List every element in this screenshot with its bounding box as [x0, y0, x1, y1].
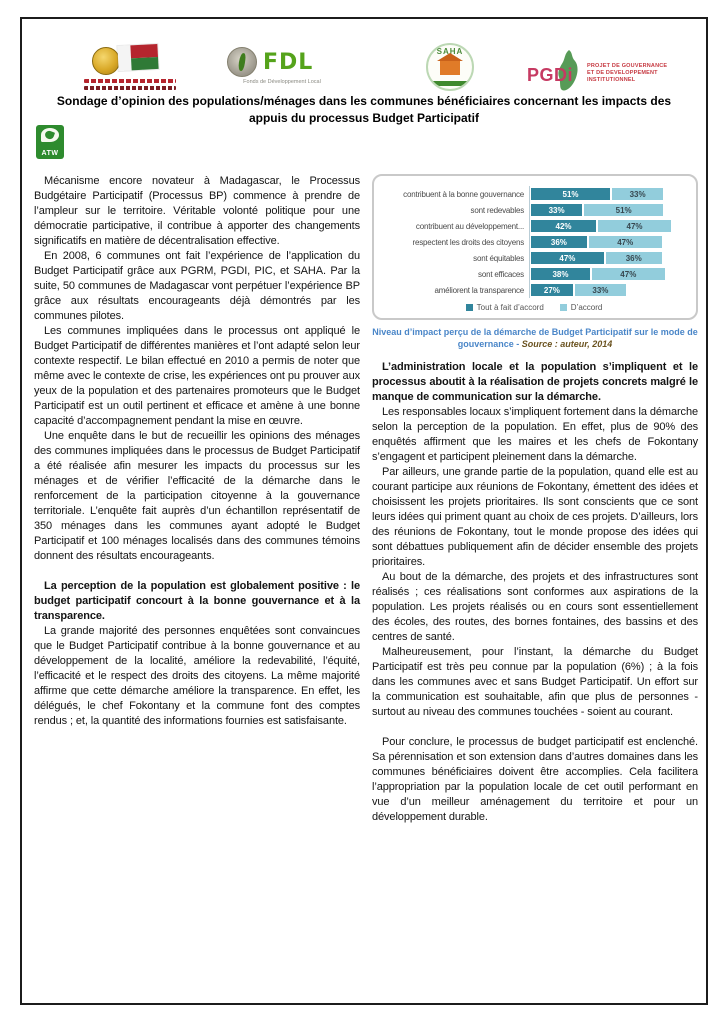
page-title: Sondage d’opinion des populations/ménages dans les communes bénéficiaires concernant les impacts des appuis du processus Budget Participatif — [56, 94, 672, 125]
fdl-logo-caption: Fonds de Développement Local — [243, 79, 321, 85]
saha-logo-text: SAHA — [436, 47, 464, 56]
chart-caption — [372, 326, 698, 350]
madagascar-flag-icon — [117, 44, 158, 71]
chart-bar-segment: 47% — [589, 236, 662, 248]
ministry-caption-line — [84, 79, 176, 83]
legend-item — [560, 303, 603, 312]
saha-banner — [428, 81, 472, 86]
legend-item — [466, 303, 544, 312]
chart-bar-group — [529, 202, 663, 218]
chart-bar-segment: 33% — [612, 188, 663, 200]
chart-bar-segment: 38% — [531, 268, 590, 280]
ministry-seal-icon — [92, 47, 120, 75]
chart-rows — [378, 186, 690, 298]
chart-row — [378, 282, 690, 298]
chart-bar-segment: 47% — [531, 252, 604, 264]
chart-row — [378, 234, 690, 250]
section-heading-perception: La perception de la population est globalement positive : le budget participatif concourt à la bonne gouvernance et à la transparence. — [34, 580, 360, 622]
legend-swatch-icon — [466, 304, 473, 311]
chart-bar-group — [529, 282, 626, 298]
paragraph-responsables: Les responsables locaux s’impliquent fortement dans la démarche selon la perception de la population. En effet, plus de 90% des enquêtés affirment que les maires et les chefs de Fokontany s’engagent et participent pleinement dans la démarche. — [372, 406, 698, 463]
paragraph-majorite: La grande majorité des personnes enquêtées sont convaincues que le Budget Participatif contribue à la bonne gouvernance et au développement de la localité, améliore la redevabilité, l’équité, l’efficacité et le respect des droits des citoyens. La même majorité affirme que cette démarche améliore la transparence. En effet, les délégués, le chef Fokontany et la commune font des comptes rendus ; et, la quantité des informations fournies est satisfaisante. — [34, 625, 360, 727]
pgdi-caption-line3: INSTITUTIONNEL — [587, 77, 636, 83]
paragraph-participation: Par ailleurs, une grande partie de la population, quand elle est au courant participe aux réunions de Fokontany, émettent des idées et choisissent les projets prioritaires. Ils sont conscients que ce sont leurs idées qui priment quant au choix de ces projets. D’ailleurs, lors des réunions de Fokontany, tout le monde propose des idées qui sont débattues publiquement afin de décider ensemble des projets prioritaires. — [372, 466, 698, 568]
chart-category-label: respectent les droits des citoyens — [412, 237, 524, 247]
chart-bar-segment: 47% — [598, 220, 671, 232]
atw-logo-text: ATW — [41, 150, 59, 157]
right-column — [372, 174, 698, 825]
chart-bar-segment: 27% — [531, 284, 573, 296]
pgdi-caption-line1: PROJET DE GOUVERNANCE — [587, 63, 668, 69]
chart-row — [378, 186, 690, 202]
chart-bar-segment: 42% — [531, 220, 596, 232]
chart-bar-group — [529, 234, 662, 250]
paragraph-projets: Au bout de la démarche, des projets et des infrastructures sont réalisés ; ces réalisations sont conformes aux aspirations de la population. Les projets réalisés ou en cours sont essentiellement des écoles, des routes, des bornes fontaines, des bassins et des centres de santé. — [372, 571, 698, 643]
chart-row — [378, 250, 690, 266]
pgdi-caption-line2: ET DE DEVELOPPEMENT — [587, 70, 658, 76]
paragraph-communication: Malheureusement, pour l’instant, la démarche du Budget Participatif est très peu connue par la population (6%) ; à la fois dans les communes avec et sans Budget Participatif. Un effort sur la communication est souhaitable, afin que plus de personnes - surtout au niveau des communes touchées - soient au courant. — [372, 646, 698, 718]
ministry-madagascar-logo — [84, 41, 176, 99]
paragraph-2008: En 2008, 6 communes ont fait l’expérience de l’application du Budget Participatif grâce aux PGRM, PGDI, PIC, et SAHA. Par la suite, 50 communes de Madagascar vont perpétuer l’expérience BP grâce aux résultats encourageants déjà démontrés par les communes pilotes. — [34, 250, 360, 322]
chart-category-label: sont équitables — [473, 253, 524, 263]
paragraph-conclusion: Pour conclure, le processus de budget participatif est enclenché. Sa pérennisation et son extension dans d’autres domaines dans les communes bénéficiaires doivent être accomplies. Cela facilitera l’appropriation par la population locale de cet outil performant en vue d’un meilleur aménagement du territoire et pour un développement durable. — [372, 736, 698, 823]
fdl-logo — [227, 47, 337, 97]
chart-bar-segment: 51% — [531, 188, 610, 200]
fdl-logo-text: FDL — [263, 49, 314, 75]
chart-bar-segment: 51% — [584, 204, 663, 216]
page-border — [20, 17, 708, 1005]
saha-house-icon — [440, 61, 460, 75]
ministry-caption-line — [84, 86, 176, 90]
chart-row — [378, 266, 690, 282]
atw-logo — [36, 125, 64, 159]
atw-swoosh-icon — [41, 128, 59, 142]
chart-row — [378, 202, 690, 218]
chart-source: Source : auteur, 2014 — [521, 339, 613, 349]
chart-bar-segment: 33% — [531, 204, 582, 216]
content-columns — [34, 174, 698, 825]
chart-bar-group — [529, 218, 671, 234]
pgdi-logo-text: PGDi — [527, 65, 574, 85]
chart-caption-text: Niveau d’impact perçu de la démarche de Budget Participatif sur le mode de gouvernance - — [372, 327, 698, 349]
fdl-emblem-icon — [227, 47, 257, 77]
chart-bar-group — [529, 266, 665, 282]
chart-bar-segment: 36% — [606, 252, 662, 264]
paragraph-communes: Les communes impliquées dans le processus ont appliqué le Budget Participatif de différentes manières et l’ont adapté selon leur contexte respectif. Le bilan effectué en 2010 a permis de noter que même avec le contexte de crise, les expériences ont pu prouver aux yeux de la population et des partenaires promoteurs que le Budget Participatif est un outil pertinent et efficace et amène à une bonne capacité d’accompagnement pendant la mise en œuvre. — [34, 325, 360, 427]
paragraph-intro: Mécanisme encore novateur à Madagascar, le Processus Budgétaire Participatif (Processus BP) commence à prendre de l’ampleur sur le territoire. Véritable volonté politique pour une démocratie participative, il contribue à apporter des changements significatifs en matière de décentralisation effective. — [34, 175, 360, 247]
chart-box — [372, 174, 698, 320]
saha-emblem-icon — [426, 43, 474, 91]
chart-category-label: sont efficaces — [478, 269, 524, 279]
chart-bar-group — [529, 250, 662, 266]
paragraph-enquete: Une enquête dans le but de recueillir les opinions des ménages des communes impliquées dans le processus de Budget Participatif a été réalisée afin mesurer les impacts du processus sur les ménages et de vérifier l’efficacité de la démarche dans le renforcement de la participation citoyenne à la gouvernance territoriale. L’enquête fait auprès d’un échantillon représentatif de 350 ménages dans les communes ayant adopté le Budget Participatif et 100 ménages localisés dans des communes témoins donnent des résultats encourageants. — [34, 430, 360, 562]
section-heading-administration: L’administration locale et la population s’impliquent et le processus aboutit à la réalisation de projets concrets malgré le manque de communication sur la démarche. — [372, 361, 698, 403]
chart-bar-segment: 36% — [531, 236, 587, 248]
pgdi-logo-caption — [587, 63, 667, 84]
chart-row — [378, 218, 690, 234]
legend-swatch-icon — [560, 304, 567, 311]
legend-label: D’accord — [570, 303, 603, 312]
chart-category-label: contribuent au développement... — [415, 221, 524, 231]
chart-category-label: contribuent à la bonne gouvernance — [403, 189, 524, 199]
left-column — [34, 174, 360, 825]
chart-bar-group — [529, 186, 663, 202]
chart-bar-segment: 33% — [575, 284, 626, 296]
chart-legend — [378, 303, 690, 312]
legend-label: Tout à fait d’accord — [476, 303, 544, 312]
chart-category-label: sont redevables — [470, 205, 524, 215]
chart-bar-segment: 47% — [592, 268, 665, 280]
chart-category-label: améliorent la transparence — [434, 285, 524, 295]
